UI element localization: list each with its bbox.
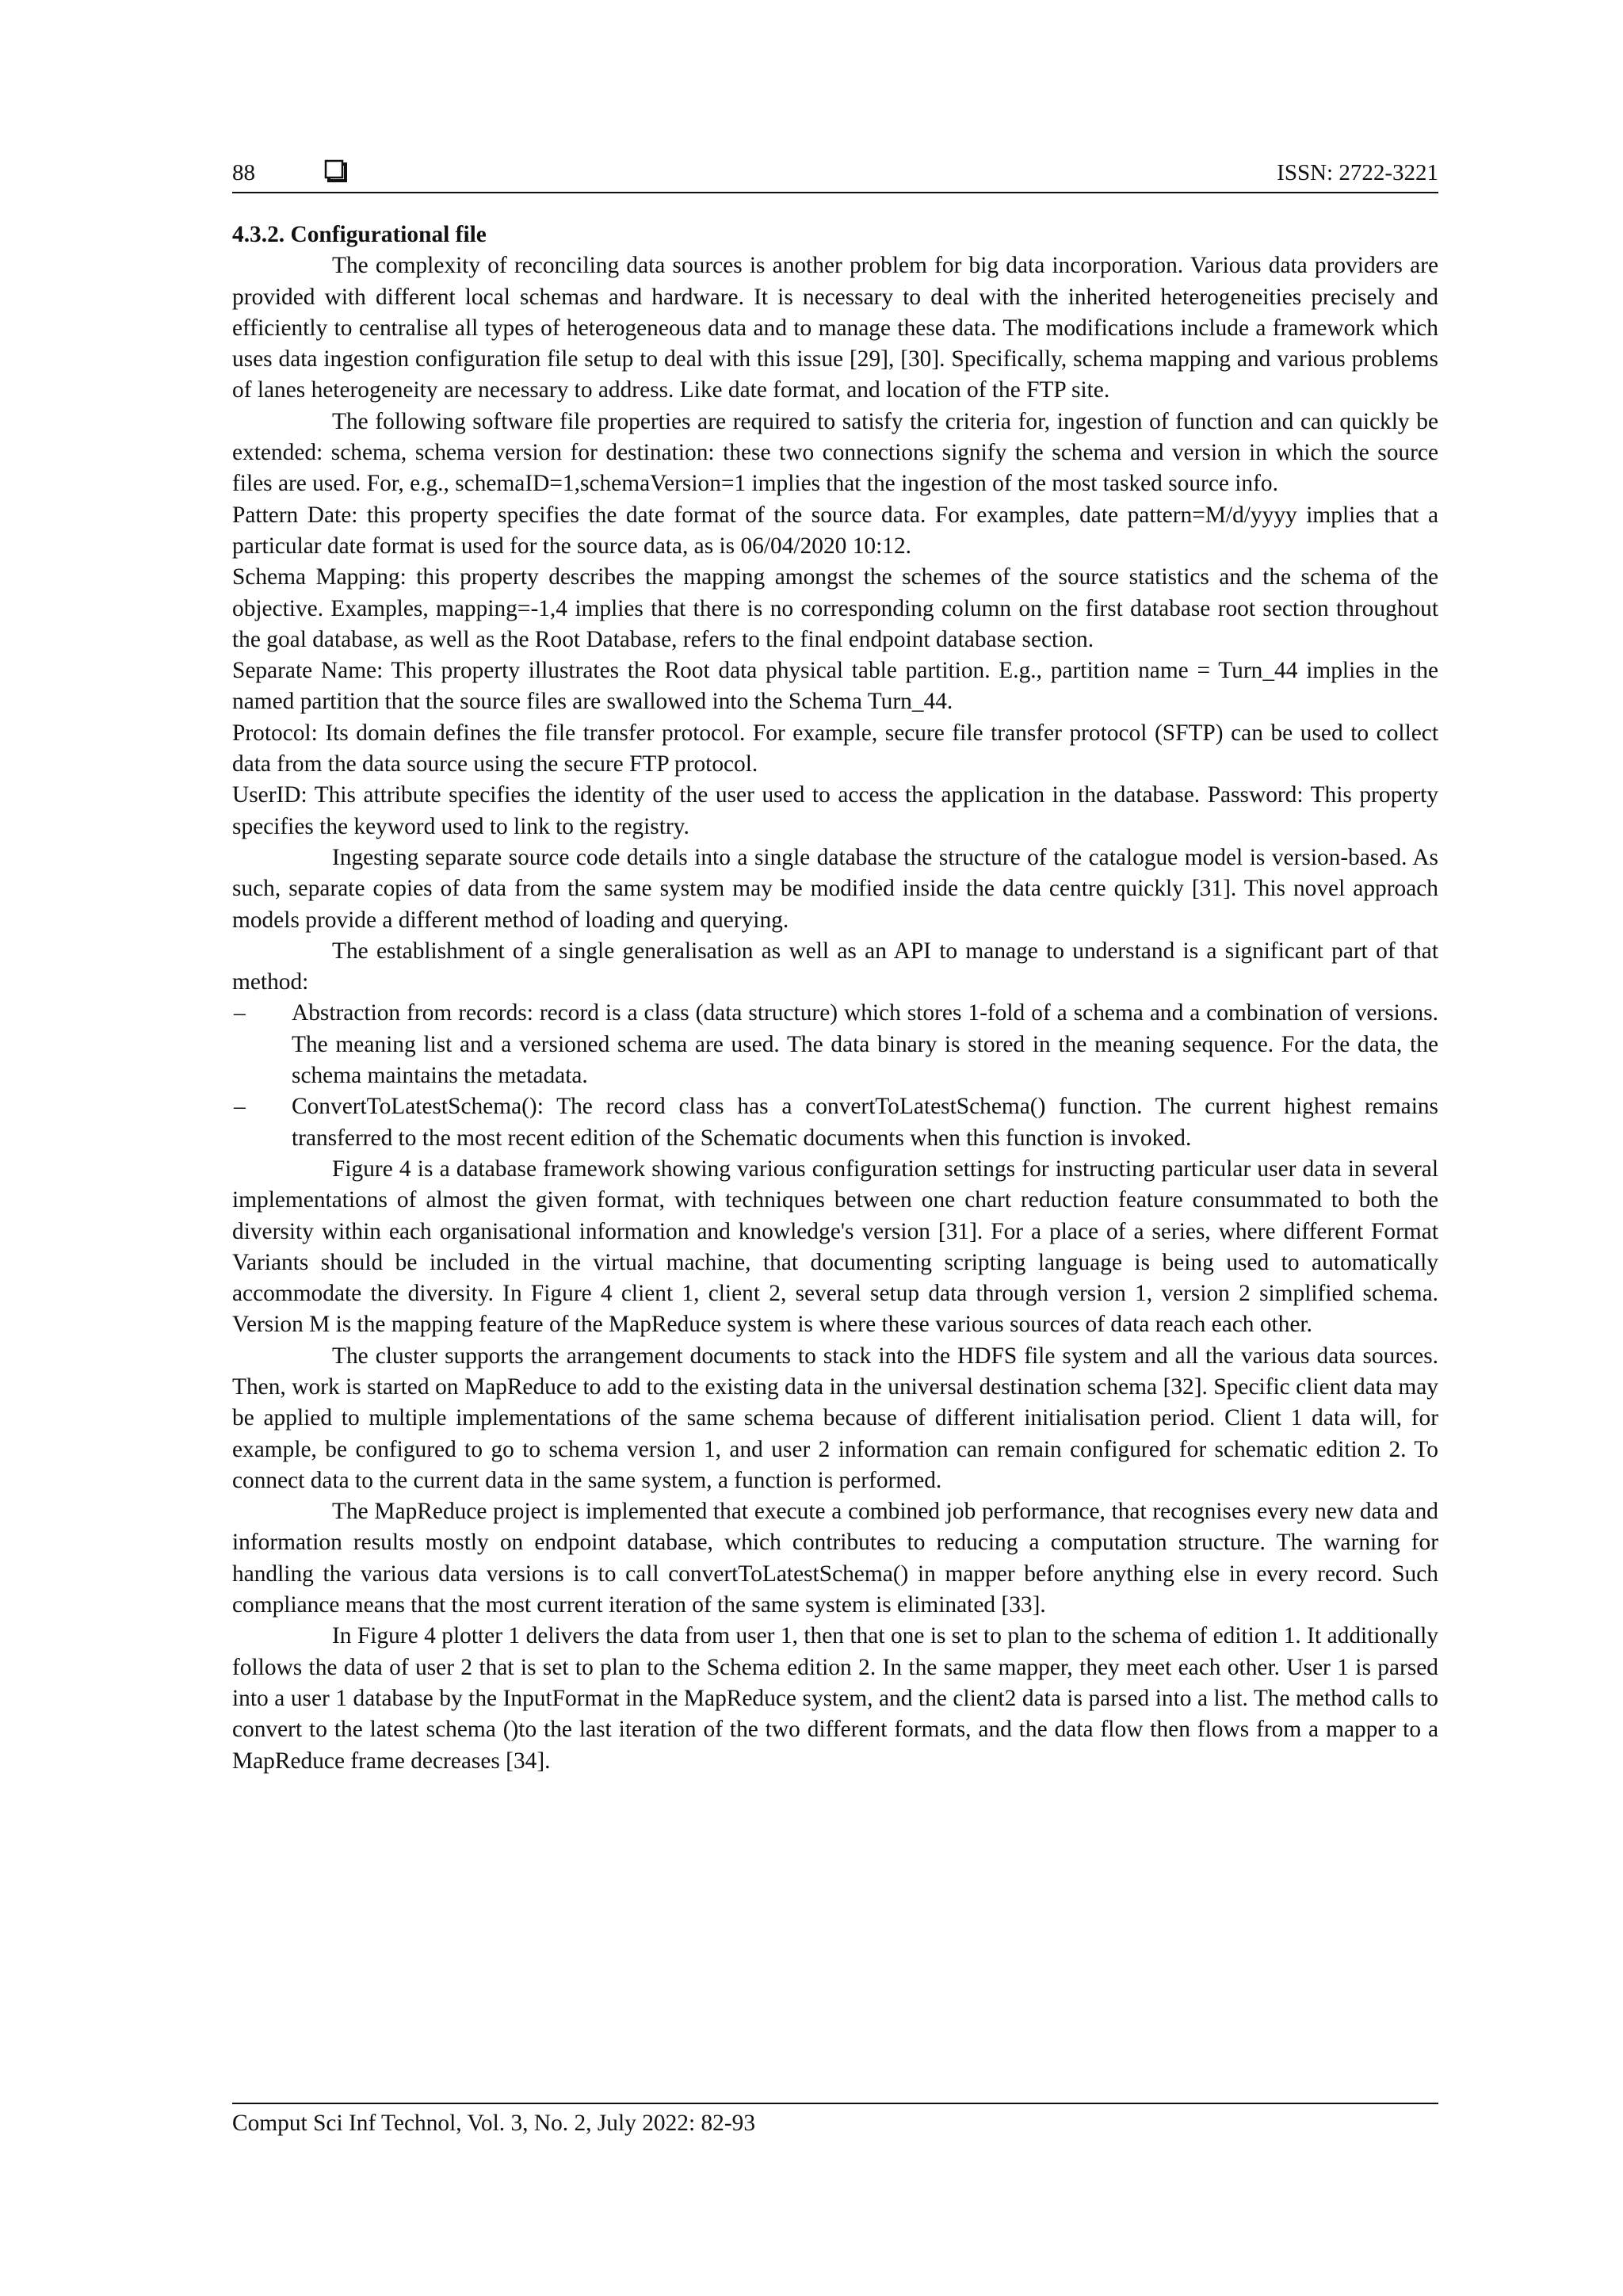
section-heading: 4.3.2. Configurational file: [232, 222, 487, 247]
paragraph: Ingesting separate source code details into a single database the structure of the catalogue model is version-based. As such, separate copies of data from the same system may be modified inside the data centre quickly [31]. This novel approach models provide a different method of loading and querying.: [232, 844, 1438, 933]
paragraph: In Figure 4 plotter 1 delivers the data from user 1, then that one is set to plan to the schema of edition 1. It additionally follows the data of user 2 that is set to plan to the Schema edition 2. In the same mapper, they meet each other. User 1 is parsed into a user 1 database by the InputFormat in the MapReduce system, and the client2 data is parsed into a list. The method calls to convert to the latest schema ()to the last iteration of the two different formats, and the data flow then flows from a mapper to a MapReduce frame decreases [34].: [232, 1623, 1438, 1774]
paragraph: The following software file properties are required to satisfy the criteria for, ingestion of function and can quickly be extended: schema, schema version for destination: these two connections signify the schema and version in which the source files are used. For, e.g., schemaID=1,schemaVersion=1 implies that the ingestion of the most tasked source info.: [232, 408, 1438, 497]
paragraph: Pattern Date: this property specifies the date format of the source data. For examples, date pattern=M/d/yyyy implies that a particular date format is used for the source data, as is 06/04/2020 10:12.: [232, 502, 1438, 559]
footer-citation: Comput Sci Inf Technol, Vol. 3, No. 2, July 2022: 82-93: [232, 2111, 756, 2136]
bullet-list: [232, 998, 1438, 1153]
page-header: [232, 157, 1438, 193]
bullet-marker: –: [234, 1094, 246, 1120]
paragraph: The establishment of a single generalisation as well as an API to manage to understand is a significant part of that method:: [232, 938, 1438, 995]
bullet-text: Abstraction from records: record is a class (data structure) which stores 1-fold of a schema and a combination of versions. The meaning list and a versioned schema are used. The data binary is stored in the meaning sequence. For the data, the schema maintains the metadata.: [292, 1000, 1438, 1089]
journal-issn: ISSN: 2722-3221: [1277, 160, 1438, 185]
page-number: 88: [232, 160, 255, 185]
bullet-item: [232, 1091, 1438, 1154]
paragraph: The complexity of reconciling data sources is another problem for big data incorporation. Various data providers are provided with different local schemas and hardware. It is necessary to deal with the inherited heterogeneities precisely and efficiently to centralise all types of heterogeneous data and to manage these data. The modifications include a framework which uses data ingestion configuration file setup to deal with this issue [29], [30]. Specifically, schema mapping and various problems of lanes heterogeneity are necessary to address. Like date format, and location of the FTP site.: [232, 253, 1438, 403]
page-footer: [232, 2103, 1438, 2139]
bullet-item: [232, 998, 1438, 1091]
paragraph: Protocol: Its domain defines the file transfer protocol. For example, secure file transfer protocol (SFTP) can be used to collect data from the data source using the secure FTP protocol.: [232, 720, 1438, 777]
bullet-marker: –: [234, 1000, 246, 1026]
paragraph: Figure 4 is a database framework showing various configuration settings for instructing particular user data in several implementations of almost the given format, with techniques between one chart reduction feature consummated to both the diversity within each organisational information and knowledge's version [31]. For a place of a series, where different Format Variants should be included in the virtual machine, that documenting scripting language is being used to automatically accommodate the diversity. In Figure 4 client 1, client 2, several setup data through version 1, version 2 simplified schema. Version M is the mapping feature of the MapReduce system is where these various sources of data reach each other.: [232, 1156, 1438, 1338]
paragraph: Separate Name: This property illustrates the Root data physical table partition. E.g., partition name = Turn_44 implies in the named partition that the source files are swallowed into the Schema Turn_44.: [232, 658, 1438, 715]
paragraph: UserID: This attribute specifies the identity of the user used to access the application in the database. Password: This property specifies the keyword used to link to the registry.: [232, 782, 1438, 839]
paragraph: Schema Mapping: this property describes the mapping amongst the schemes of the source statistics and the schema of the objective. Examples, mapping=-1,4 implies that there is no corresponding column on the first database root section throughout the goal database, as well as the Root Database, refers to the final endpoint database section.: [232, 564, 1438, 652]
paragraph: The MapReduce project is implemented that execute a combined job performance, that recognises every new data and information results mostly on endpoint database, which contributes to reducing a computation structure. The warning for handling the various data versions is to call convertToLatestSchema() in mapper before anything else in every record. Such compliance means that the most current iteration of the same system is eliminated [33].: [232, 1499, 1438, 1618]
box-icon: [324, 159, 348, 183]
paragraphs-before-list: [232, 250, 1438, 998]
footer-rule: [232, 2103, 1438, 2104]
bullet-text: ConvertToLatestSchema(): The record class has a convertToLatestSchema() function. The current highest remains transferred to the most recent edition of the Schematic documents when this function is invoked.: [292, 1094, 1438, 1151]
header-rule: [232, 192, 1438, 193]
section-body: [232, 220, 1438, 1777]
paragraphs-after-list: [232, 1154, 1438, 1777]
paragraph: The cluster supports the arrangement documents to stack into the HDFS file system and all the various data sources. Then, work is started on MapReduce to add to the existing data in the universal destination schema [32]. Specific client data may be applied to multiple implementations of the same schema because of different initialisation period. Client 1 data will, for example, be configured to go to schema version 1, and user 2 information can remain configured for schematic edition 2. To connect data to the current data in the same system, a function is performed.: [232, 1343, 1438, 1493]
